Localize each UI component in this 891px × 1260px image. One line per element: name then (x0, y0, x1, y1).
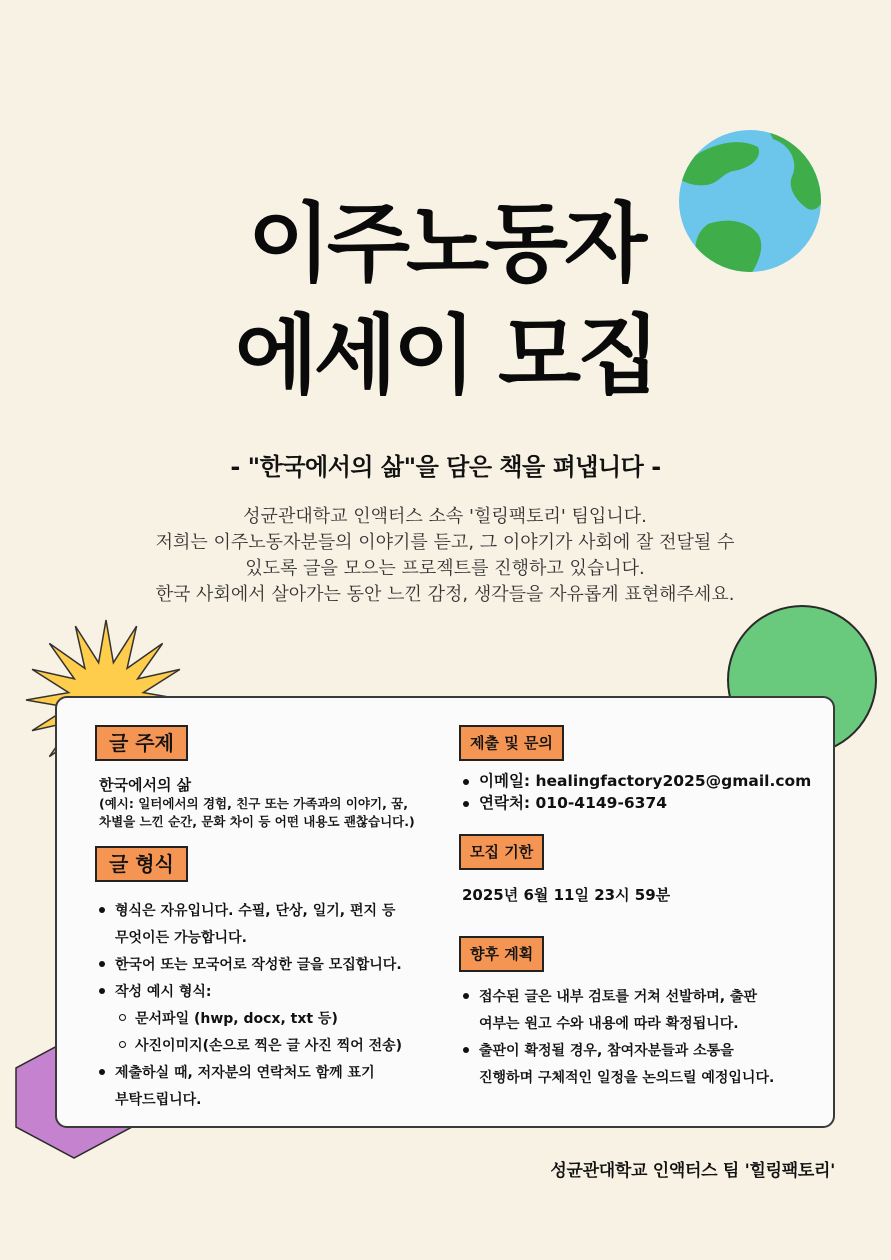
title-line-1: 이주노동자 (247, 194, 644, 294)
footer-signature: 성균관대학교 인액터스 팀 '힐링팩토리' (550, 1161, 835, 1181)
list-item: 한국어 또는 모국어로 작성한 글을 모집합니다. (95, 952, 402, 979)
intro-line: 성균관대학교 인액터스 소속 '힐링팩토리' 팀입니다. (243, 506, 647, 527)
intro-line: 있도록 글을 모으는 프로젝트를 진행하고 있습니다. (245, 558, 645, 579)
list-item: 형식은 자유입니다. 수필, 단상, 일기, 편지 등 무엇이든 가능합니다. (95, 898, 402, 952)
topic-example: (예시: 일터에서의 경험, 친구 또는 가족과의 이야기, 꿈, 차별을 느낀 순간, 문화 차이 등 어떤 내용도 괜찮습니다.) (99, 796, 415, 829)
intro-text (95, 504, 795, 608)
subtitle: - "한국에서의 삶"을 담은 책을 펴냅니다 - (230, 453, 661, 481)
contact-heading: 제출 및 문의 (459, 725, 564, 761)
page-title (0, 188, 891, 412)
deadline-heading: 모집 기한 (459, 834, 544, 870)
deadline-value: 2025년 6월 11일 23시 59분 (462, 886, 671, 904)
title-line-2: 에세이 모집 (234, 306, 657, 406)
intro-line: 한국 사회에서 살아가는 동안 느낀 감정, 생각들을 자유롭게 표현해주세요. (155, 584, 735, 605)
email-item[interactable]: 이메일: healingfactory2025@gmail.com (459, 770, 811, 792)
topic-heading: 글 주제 (95, 725, 188, 761)
list-item: 작성 예시 형식: (95, 979, 402, 1006)
plan-list (459, 984, 774, 1092)
list-item: 접수된 글은 내부 검토를 거쳐 선발하며, 출판 여부는 원고 수와 내용에 따라 확정됩니다. (459, 984, 774, 1038)
list-item: 출판이 확정될 경우, 참여자분들과 소통을 진행하며 구체적인 일정을 논의드릴 예정입니다. (459, 1038, 774, 1092)
info-card (55, 696, 835, 1128)
topic-main: 한국에서의 삶 (99, 776, 192, 794)
format-list (95, 898, 402, 1114)
plan-heading: 향후 계획 (459, 936, 544, 972)
intro-line: 저희는 이주노동자분들의 이야기를 듣고, 그 이야기가 사회에 잘 전달될 수 (155, 532, 735, 553)
format-heading: 글 형식 (95, 846, 188, 882)
sub-list-item: 문서파일 (hwp, docx, txt 등) (95, 1006, 402, 1033)
list-item: 제출하실 때, 저자분의 연락처도 함께 표기 부탁드립니다. (95, 1060, 402, 1114)
sub-list-item: 사진이미지(손으로 찍은 글 사진 찍어 전송) (95, 1033, 402, 1060)
contact-list (459, 770, 811, 814)
phone-item[interactable]: 연락처: 010-4149-6374 (459, 792, 811, 814)
